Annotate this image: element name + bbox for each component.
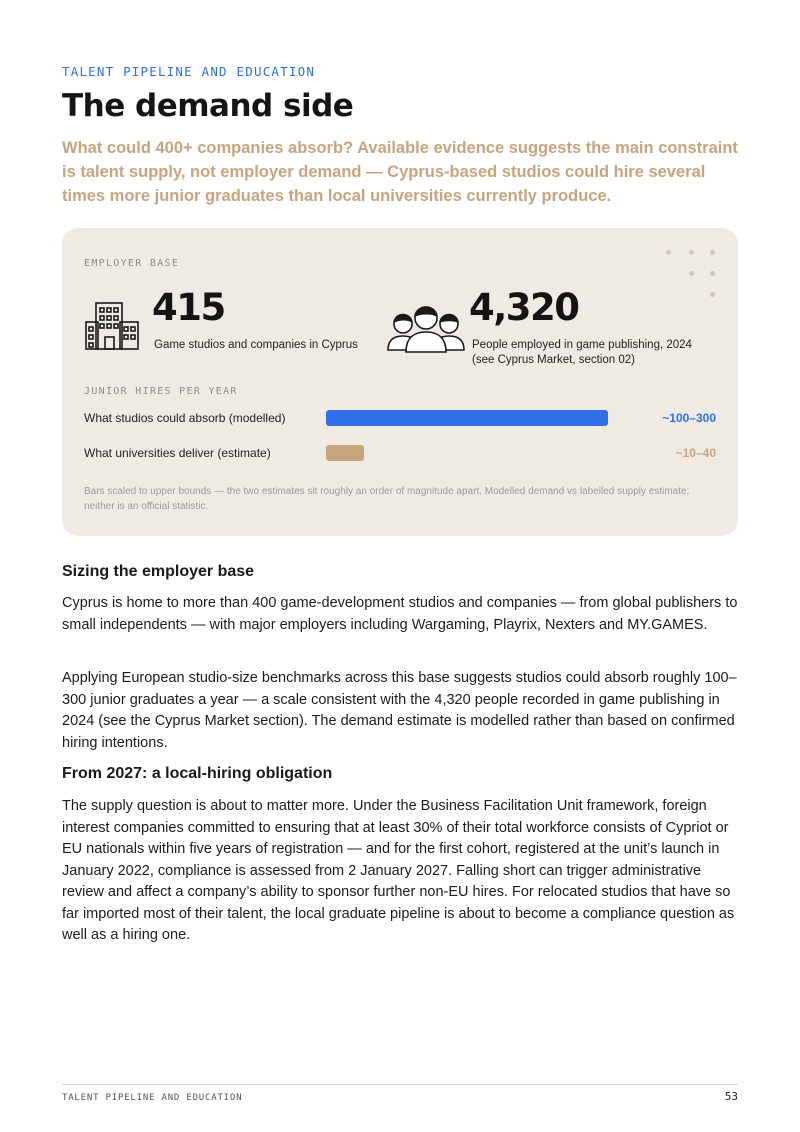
junior-hires-label: JUNIOR HIRES PER YEAR bbox=[84, 386, 238, 397]
decor-dot bbox=[710, 250, 715, 255]
employment-caption-line1: People employed in game publishing, 2024 bbox=[472, 339, 692, 351]
studios-count: 415 bbox=[152, 286, 225, 329]
employment-count: 4,320 bbox=[469, 286, 579, 329]
office-building-icon bbox=[84, 300, 140, 352]
decor-dot bbox=[710, 292, 715, 297]
paragraph-employer-base-1: Cyprus is home to more than 400 game-development studios and companies — from global publishers to small independents — with major employers including Wargaming, Playrix, Nexters and MY.GAMES. bbox=[62, 595, 738, 633]
page-number: 53 bbox=[724, 1090, 738, 1103]
employer-base-label: EMPLOYER BASE bbox=[84, 258, 180, 269]
employer-base-card bbox=[62, 228, 738, 536]
studios-caption: Game studios and companies in Cyprus bbox=[154, 339, 358, 351]
bar-category-label: What universities deliver (estimate) bbox=[84, 446, 271, 460]
bar-value-label: ~10–40 bbox=[675, 446, 716, 460]
employment-caption-line2: (see Cyprus Market, section 02) bbox=[472, 354, 635, 366]
section-kicker: TALENT PIPELINE AND EDUCATION bbox=[62, 64, 316, 79]
bar-mark bbox=[326, 445, 364, 461]
decor-dot bbox=[689, 271, 694, 276]
footer-label: TALENT PIPELINE AND EDUCATION bbox=[62, 1093, 243, 1103]
employment-caption bbox=[472, 338, 692, 368]
paragraph-local-hiring: The supply question is about to matter more. Under the Business Facilitation Unit framework, foreign interest companies committed to ensuring that at least 30% of their total workforce consists of Cypriot or EU nationals within five years of registration — and for the first cohort, registered at the unit’s launch in January 2022, compliance is assessed from 2 January 2027. Falling short can trigger administrative review and affect a company’s ability to sponsor further non-EU hires. For relocated studios that have so far imported most of their talent, the local graduate pipeline is about to become a compliance question as well as a hiring one. bbox=[62, 798, 735, 943]
footer-divider bbox=[62, 1084, 738, 1085]
section-heading-employer-base: Sizing the employer base bbox=[62, 563, 255, 580]
section-heading-local-hiring: From 2027: a local-hiring obligation bbox=[62, 765, 333, 782]
decor-dot bbox=[666, 250, 671, 255]
page-title: The demand side bbox=[62, 88, 354, 124]
lede-paragraph: What could 400+ companies absorb? Available evidence suggests the main constraint is talent supply, not employer demand — Cyprus-based studios could hire several times more junior graduates than local universities currently produce. bbox=[62, 139, 738, 205]
chart-note: Bars scaled to upper bounds — the two estimates sit roughly an order of magnitude apart. Modelled demand vs labelled supply estimate; neither is an official statistic. bbox=[84, 486, 690, 512]
people-group-icon bbox=[386, 300, 466, 354]
bar-category-label: What studios could absorb (modelled) bbox=[84, 411, 286, 425]
bar-mark bbox=[326, 410, 608, 426]
decor-dot bbox=[689, 250, 694, 255]
paragraph-employer-base-2: Applying European studio-size benchmarks across this base suggests studios could absorb roughly 100–300 junior graduates a year — a scale consistent with the 4,320 people recorded in game publishing in 2024 (see the Cyprus Market section). The demand estimate is modelled rather than based on confirmed hiring intentions. bbox=[62, 670, 737, 751]
bar-value-label: ~100–300 bbox=[662, 411, 716, 425]
decor-dot bbox=[710, 271, 715, 276]
